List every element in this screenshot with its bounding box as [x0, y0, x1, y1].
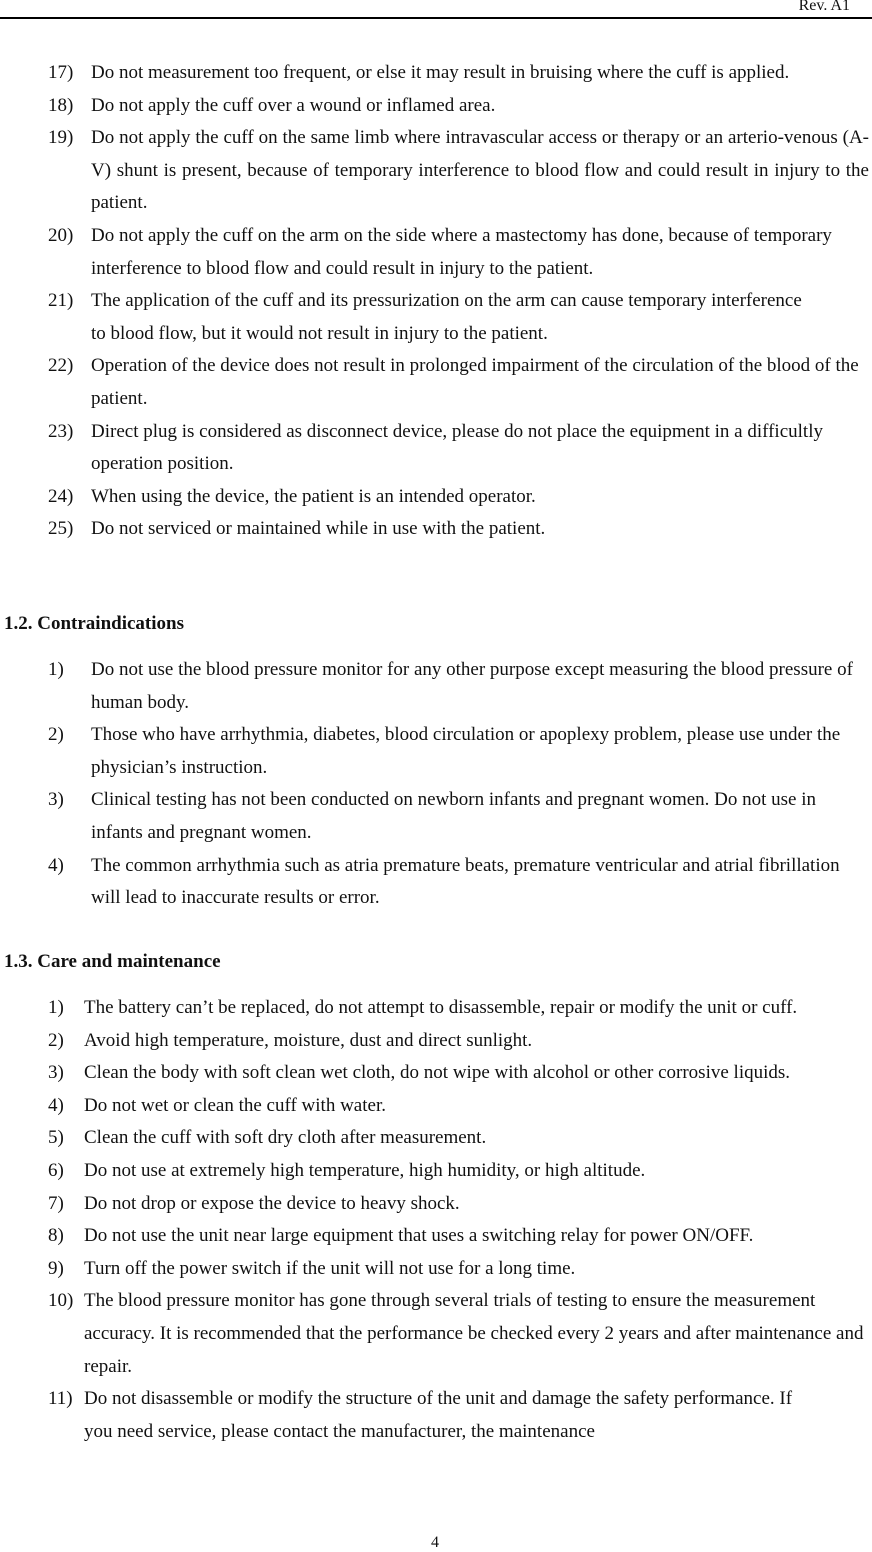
- page-number: 4: [431, 1534, 439, 1551]
- list-item: [0, 1383, 869, 1448]
- list-item: [0, 1025, 869, 1058]
- list-item: [0, 1253, 869, 1286]
- item-number: 20): [48, 224, 74, 246]
- item-number: 1): [48, 997, 64, 1018]
- item-text: Clean the cuff with soft dry cloth after measurement.: [84, 1127, 487, 1149]
- section-heading-contraindications: 1.2. Contraindications: [4, 613, 184, 634]
- list-item: [0, 481, 869, 514]
- item-number: 11): [48, 1388, 73, 1410]
- warnings-list: [0, 57, 869, 546]
- item-text: Turn off the power switch if the unit will not use for a long time.: [84, 1257, 576, 1279]
- list-item: [0, 1090, 869, 1123]
- item-number: 17): [48, 62, 74, 83]
- list-item: [0, 416, 869, 481]
- list-item: [0, 1220, 869, 1253]
- item-number: 21): [48, 290, 74, 312]
- item-text: Do not measurement too frequent, or else it may result in bruising where the cuff is applied.: [91, 62, 790, 83]
- item-number: 3): [48, 789, 64, 811]
- item-number: 8): [48, 1225, 64, 1247]
- item-number: 18): [48, 94, 74, 116]
- item-text: Do not serviced or maintained while in use with the patient.: [91, 518, 546, 540]
- item-text: Clean the body with soft clean wet cloth, do not wipe with alcohol or other corrosive liquids.: [84, 1062, 791, 1084]
- item-number: 6): [48, 1159, 64, 1181]
- list-item: [0, 513, 869, 546]
- list-item: [0, 90, 869, 123]
- item-text: Do not apply the cuff over a wound or inflamed area.: [91, 94, 496, 116]
- item-text: Do not use the unit near large equipment that uses a switching relay for power ON/OFF.: [84, 1225, 754, 1247]
- list-item: [0, 122, 869, 220]
- item-number: 25): [48, 518, 74, 540]
- item-text: Do not apply the cuff on the same limb where intravascular access or therapy or an arterio-venous (A-V) shunt is present, because of temporary interference to blood flow and could result in injury to the patient.: [91, 127, 869, 214]
- list-item: [0, 992, 869, 1025]
- item-text: Clinical testing has not been conducted on newborn infants and pregnant women. Do not use in infants and pregnant women.: [91, 789, 817, 843]
- item-text: Do not disassemble or modify the structure of the unit and damage the safety performance. If you need service, please contact the manufacturer, the maintenance: [84, 1388, 793, 1442]
- list-item: [0, 654, 869, 719]
- list-item: [0, 1188, 869, 1221]
- list-item: [0, 1155, 869, 1188]
- item-text: The blood pressure monitor has gone through several trials of testing to ensure the measurement accuracy. It is recommended that the performance be checked every 2 years and after maintenance and repair.: [84, 1290, 864, 1377]
- item-number: 9): [48, 1257, 64, 1279]
- item-text: Those who have arrhythmia, diabetes, blood circulation or apoplexy problem, please use under the physician’s instruction.: [91, 724, 841, 778]
- list-item: [0, 57, 869, 90]
- list-item: [0, 1285, 869, 1383]
- item-number: 19): [48, 127, 74, 149]
- item-number: 2): [48, 724, 64, 746]
- list-item: [0, 850, 869, 915]
- item-number: 4): [48, 854, 64, 876]
- contraindications-list: [0, 654, 869, 915]
- item-number: 3): [48, 1062, 64, 1084]
- item-text: Do not use the blood pressure monitor for any other purpose except measuring the blood pressure of human body.: [91, 659, 853, 713]
- item-text: When using the device, the patient is an intended operator.: [91, 485, 536, 507]
- item-number: 4): [48, 1094, 64, 1116]
- item-number: 23): [48, 420, 74, 442]
- list-item: [0, 350, 869, 415]
- item-text: Operation of the device does not result in prolonged impairment of the circulation of the blood of the patient.: [91, 355, 859, 409]
- item-number: 24): [48, 485, 74, 507]
- item-number: 10): [48, 1290, 74, 1312]
- header-rule: [0, 17, 872, 19]
- item-text: Do not apply the cuff on the arm on the side where a mastectomy has done, because of temporary interference to blood flow and could result in injury to the patient.: [91, 224, 832, 279]
- list-item: [0, 285, 869, 350]
- item-number: 1): [48, 659, 64, 680]
- list-item: [0, 220, 869, 285]
- section-heading-care: 1.3. Care and maintenance: [4, 951, 221, 972]
- item-number: 2): [48, 1029, 64, 1051]
- list-item: [0, 1057, 869, 1090]
- item-number: 22): [48, 355, 74, 377]
- item-text: The common arrhythmia such as atria premature beats, premature ventricular and atrial fibrillation will lead to inaccurate results or error.: [91, 854, 840, 909]
- item-text: Do not drop or expose the device to heavy shock.: [84, 1192, 460, 1214]
- revision-label: Rev. A1: [798, 0, 850, 14]
- list-item: [0, 1122, 869, 1155]
- list-item: [0, 719, 869, 784]
- item-text: Direct plug is considered as disconnect device, please do not place the equipment in a difficultly operation position.: [91, 420, 823, 475]
- item-number: 5): [48, 1127, 64, 1149]
- item-text: The battery can’t be replaced, do not attempt to disassemble, repair or modify the unit or cuff.: [84, 997, 798, 1018]
- item-text: Avoid high temperature, moisture, dust and direct sunlight.: [84, 1029, 533, 1051]
- item-text: The application of the cuff and its pressurization on the arm can cause temporary interference to blood flow, but it would not result in injury to the patient.: [91, 290, 802, 344]
- item-number: 7): [48, 1192, 64, 1214]
- list-item: [0, 784, 869, 849]
- care-list: [0, 992, 869, 1448]
- item-text: Do not use at extremely high temperature, high humidity, or high altitude.: [84, 1159, 646, 1181]
- item-text: Do not wet or clean the cuff with water.: [84, 1094, 386, 1116]
